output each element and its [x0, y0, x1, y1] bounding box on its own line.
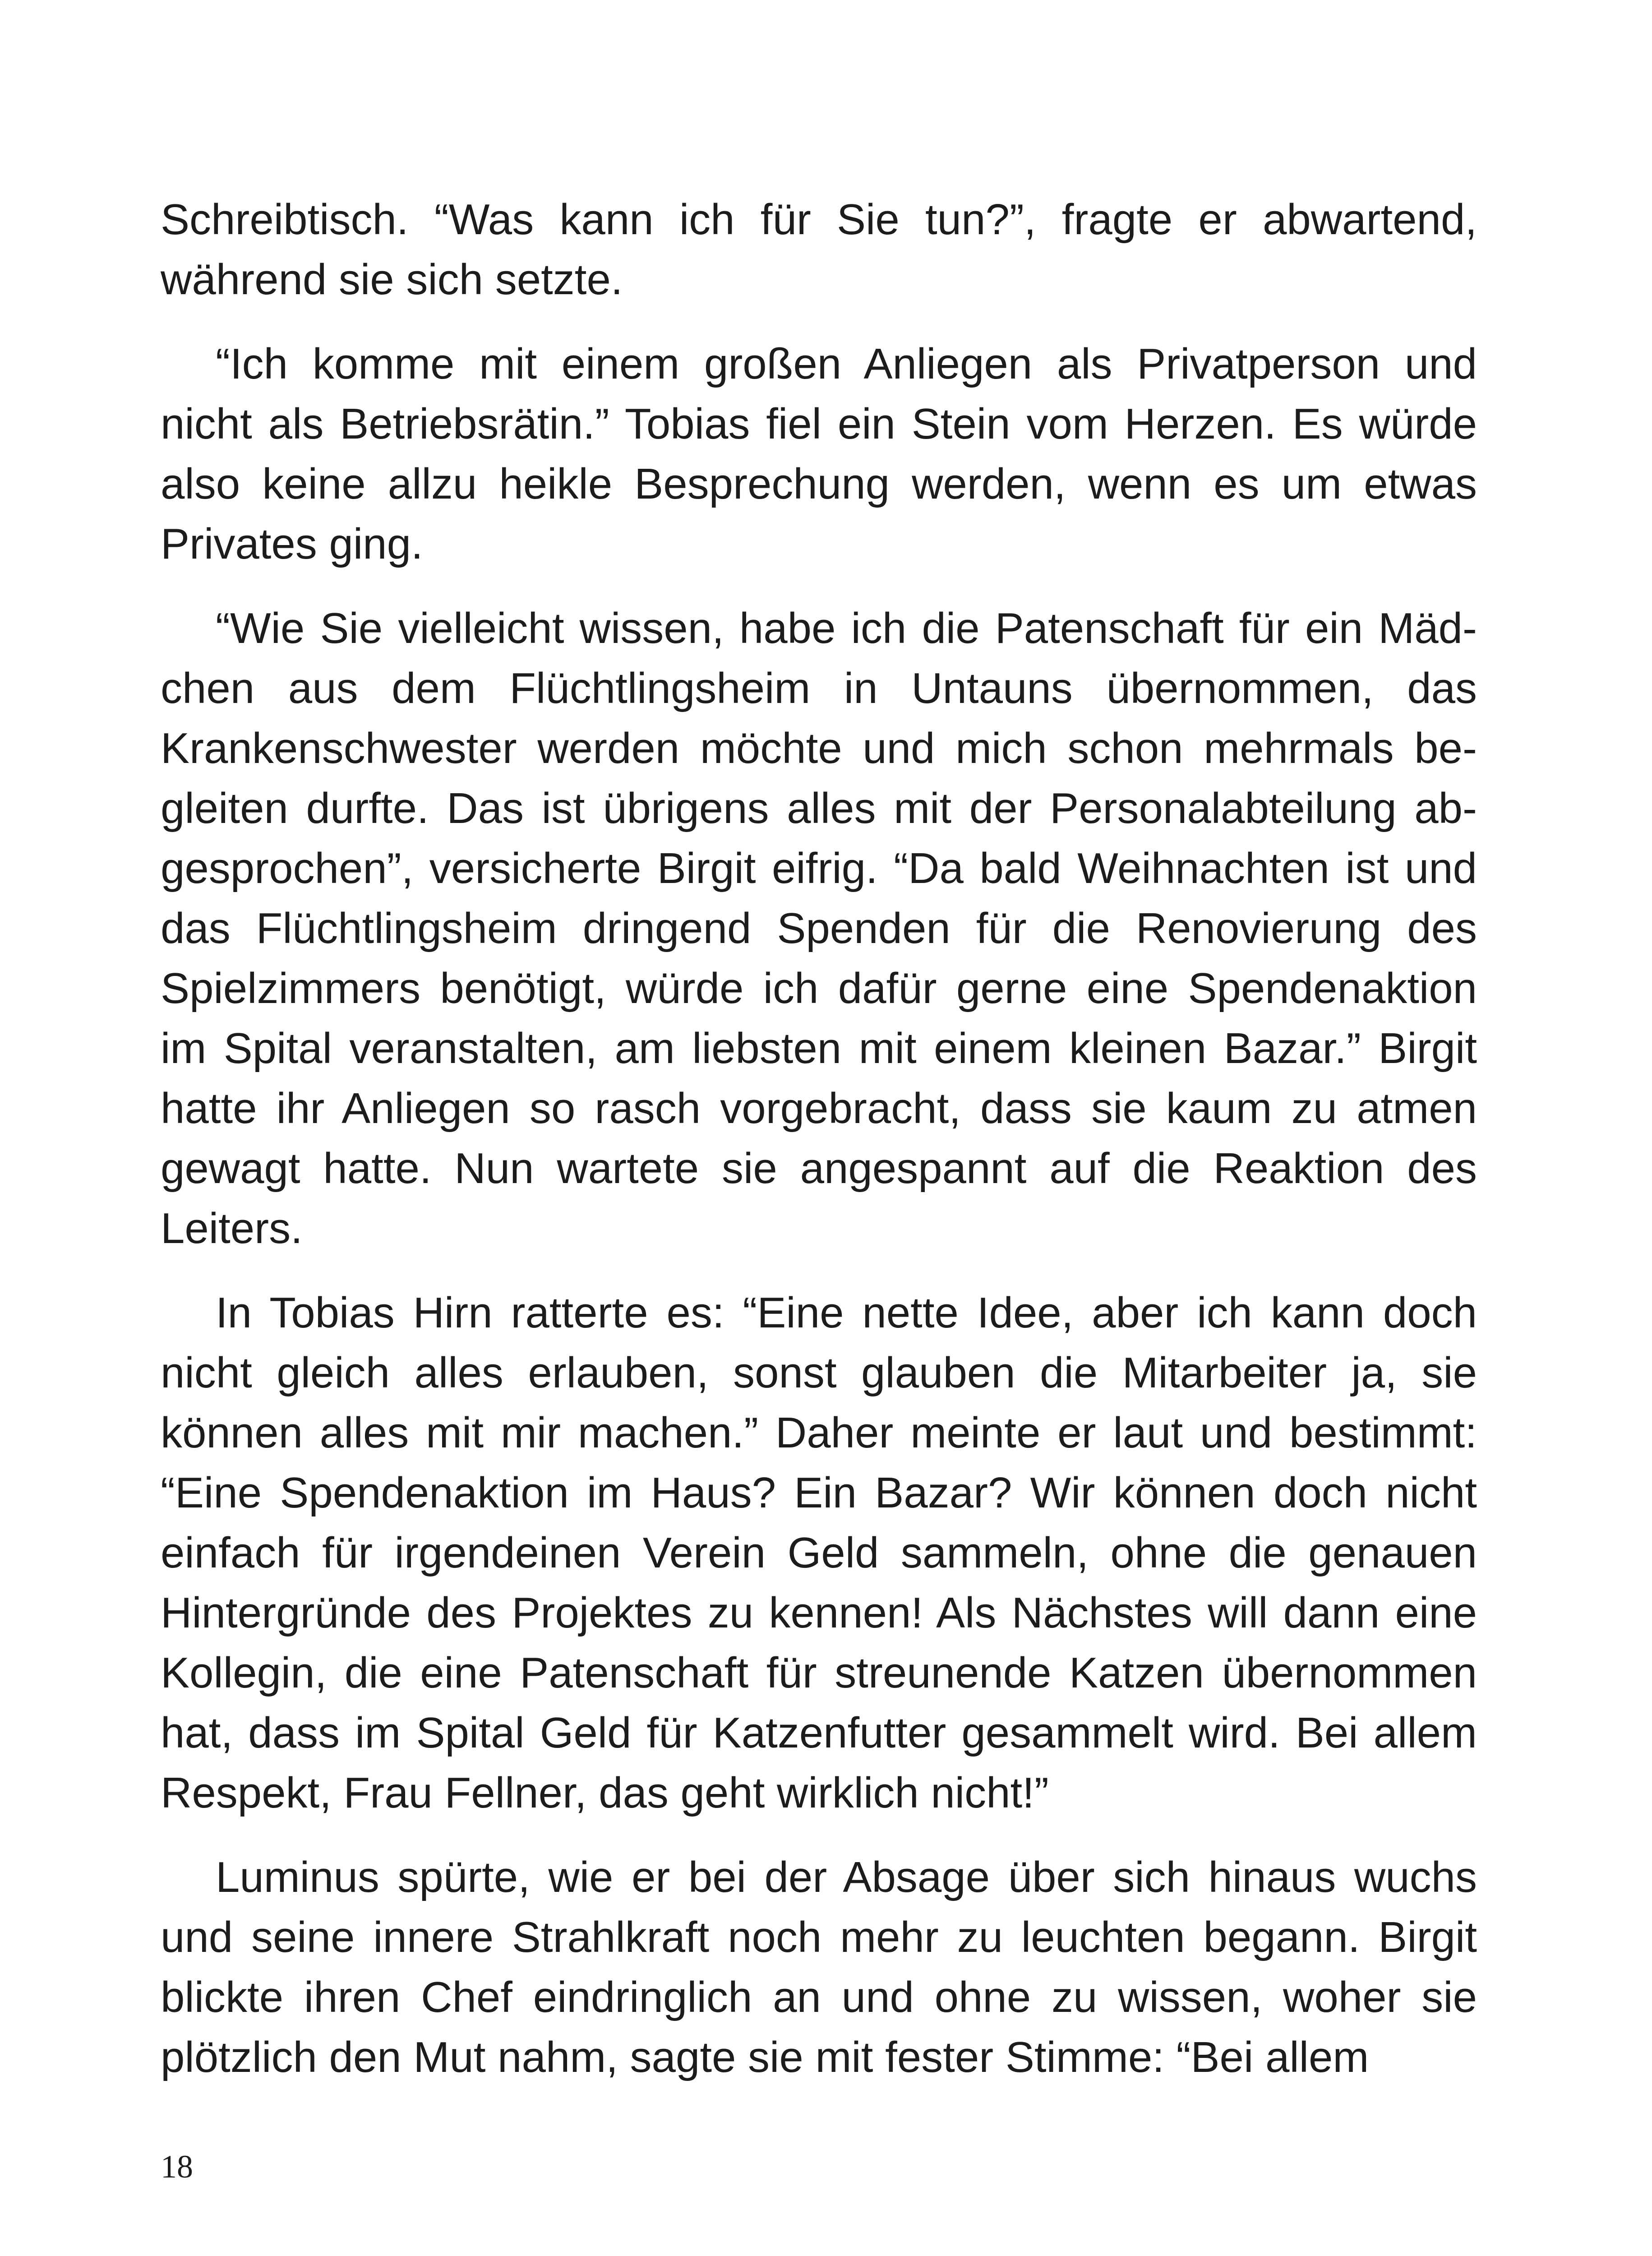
paragraph: “Ich komme mit einem großen Anliegen als Privatperson und nicht als Betriebsrätin.” Tobias fiel ein Stein vom Herzen. Es würde also keine allzu heikle Besprechung werden, wenn es um etwas Privates ging.: [161, 340, 1477, 568]
body-text: [161, 190, 1477, 2112]
paragraph: Luminus spürte, wie er bei der Absage über sich hinaus wuchs und seine innere Strahlkraft noch mehr zu leuchten begann. Birgit blickte ihren Chef eindringlich an und ohne zu wissen, woher sie plötzlich den Mut nahm, sagte sie mit fester Stimme: “Bei allem: [161, 1853, 1477, 2081]
paragraph: Schreibtisch. “Was kann ich für Sie tun?”, fragte er abwartend, während sie sich setzte.: [161, 195, 1477, 304]
page-number: 18: [161, 2149, 193, 2185]
paragraph: “Wie Sie vielleicht wissen, habe ich die Patenschaft für ein Mädchen aus dem Flüchtlingsheim in Untauns übernommen, das Krankenschwester werden möchte und mich schon mehrmals begleiten durfte. Das ist übrigens alles mit der Personalabteilung abgesprochen”, versicherte Birgit eifrig. “Da bald Weihnachten ist und das Flüchtlingsheim dringend Spenden für die Renovierung des Spielzimmers benötigt, würde ich dafür gerne eine Spendenaktion im Spital veranstalten, am liebsten mit einem kleinen Bazar.” Birgit hatte ihr Anliegen so rasch vorgebracht, dass sie kaum zu atmen gewagt hatte. Nun wartete sie angespannt auf die Reaktion des Leiters.: [161, 604, 1477, 1253]
paragraph: In Tobias Hirn ratterte es: “Eine nette Idee, aber ich kann doch nicht gleich alles erlauben, sonst glauben die Mitarbeiter ja, sie können alles mit mir machen.” Daher meinte er laut und bestimmt: “Eine Spendenaktion im Haus? Ein Bazar? Wir können doch nicht einfach für irgendeinen Verein Geld sammeln, ohne die genauen Hintergründe des Projektes zu kennen! Als Nächstes will dann eine Kollegin, die eine Patenschaft für streunende Katzen übernommen hat, dass im Spital Geld für Katzenfutter gesammelt wird. Bei allem Respekt, Frau Fellner, das geht wirklich nicht!”: [161, 1289, 1477, 1817]
